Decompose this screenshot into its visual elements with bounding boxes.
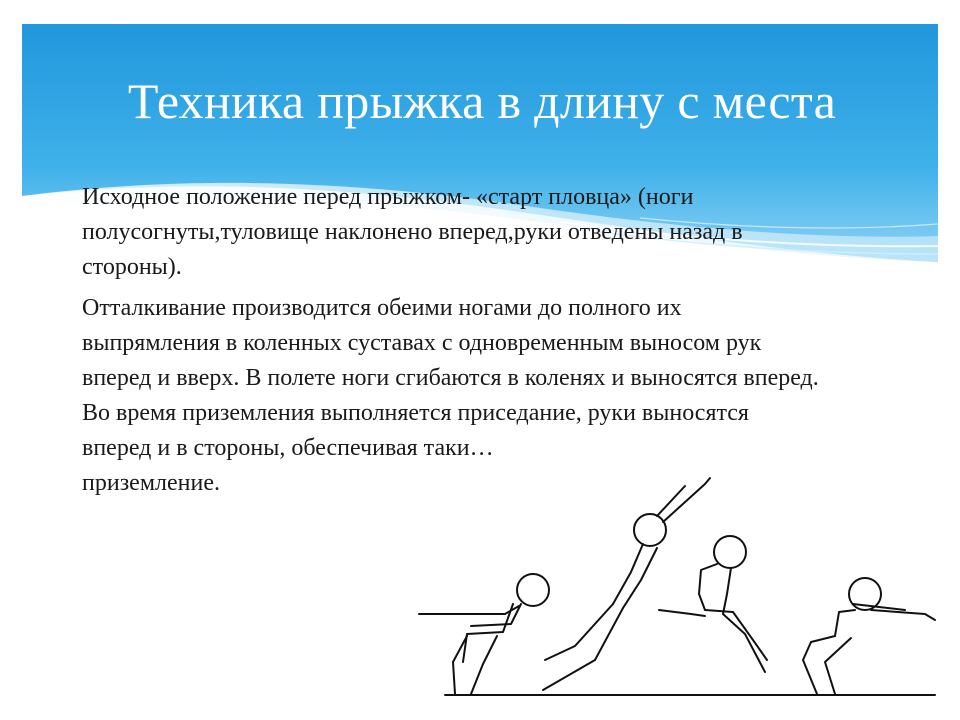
long-jump-phases-illustration: [405, 464, 945, 704]
paragraph-push-off: Отталкивание производится обеими ногами до полного их выпрямления в коленных суставах с одновременным выносом рук вперед и вверх. В полете ноги сгибаются в коленях и выносятся вперед. Во время приземления выполняется приседание, руки выносятся вперед и в стороны, обеспечивая таки…: [82, 295, 819, 461]
slide-body: [82, 180, 822, 507]
slide-title: Техника прыжка в длину с места: [127, 73, 837, 129]
paragraph-start-position: Исходное положение перед прыжком- «старт пловца» (ноги полусогнуты,туловище наклонено вперед,руки отведены назад в стороны).: [82, 184, 743, 280]
paragraph-landing-end: приземление.: [82, 470, 220, 496]
